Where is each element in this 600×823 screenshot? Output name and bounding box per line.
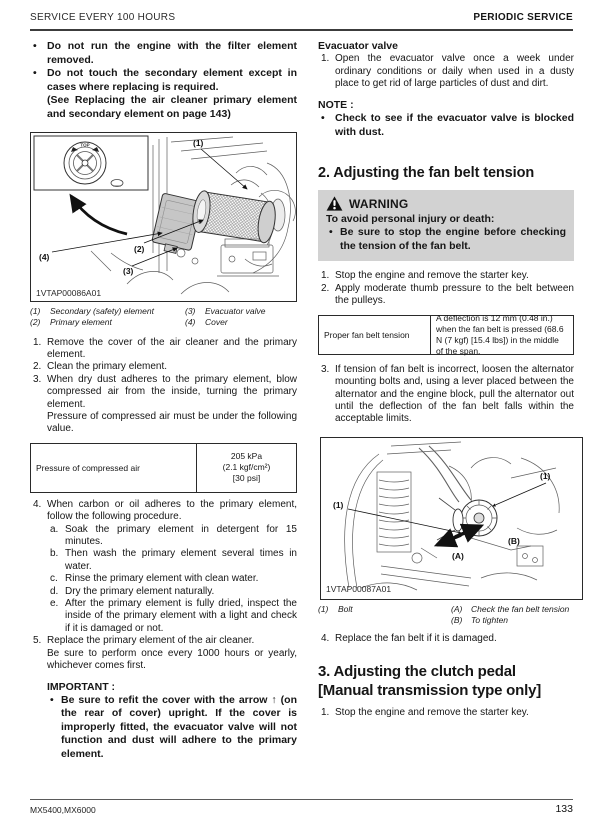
step-5: 5. Replace the primary element of the air cleaner. bbox=[33, 635, 255, 647]
figure-fan-belt bbox=[320, 437, 583, 600]
footer-model: MX5400,MX6000 bbox=[30, 805, 96, 815]
spec-label: Pressure of compressed air bbox=[31, 444, 197, 492]
clutch-step-1: 1. Stop the engine and remove the starter key. bbox=[321, 707, 529, 719]
evacuator-valve-title: Evacuator valve bbox=[318, 40, 398, 52]
evacuator-step-1: 1. Open the evacuator valve once a week under ordinary conditions or daily when used in a dusty place to get rid of large particles of dust and dirt. bbox=[321, 53, 574, 90]
fanbelt-step-1: 1. Stop the engine and remove the starter key. bbox=[321, 270, 529, 282]
bullet-marker: • bbox=[50, 693, 54, 706]
left-column bbox=[30, 40, 297, 761]
warning-box bbox=[318, 190, 574, 261]
fan-belt-diagram bbox=[321, 438, 580, 597]
warning-text: Be sure to stop the engine before checking the tension of the fan belt. bbox=[340, 226, 566, 252]
footer-rule bbox=[30, 799, 573, 800]
removal-arrow bbox=[71, 196, 127, 234]
callout-4: (4) bbox=[39, 251, 50, 262]
bullet-marker: • bbox=[33, 40, 37, 52]
spec-value: A deflection is 12 mm (0.48 in.) when the fan belt is pressed (68.6 N (7 kgf) [15.4 lbs]) in the middle of the span. bbox=[436, 312, 564, 356]
washing-procedure bbox=[30, 499, 297, 673]
header-chapter-title: PERIODIC SERVICE bbox=[473, 12, 573, 23]
step-5-continuation: Be sure to perform once every 1000 hours or yearly, whichever comes first. bbox=[47, 647, 297, 672]
air-cleaner-diagram bbox=[31, 133, 296, 301]
substep-a: a. Soak the primary element in detergent for 15 minutes. bbox=[50, 523, 297, 548]
bullet-marker: • bbox=[329, 226, 333, 239]
warning-lead: To avoid personal injury or death: bbox=[326, 213, 495, 226]
cleaning-steps bbox=[30, 337, 297, 436]
inset-top-label: TOP bbox=[80, 142, 90, 148]
figure2-callouts bbox=[333, 471, 551, 561]
fanbelt-step-4: 4. Replace the fan belt if it is damaged. bbox=[321, 632, 497, 644]
figure2-caption: (1) Bolt (A) Check the fan belt tension (B) To tighten bbox=[318, 603, 570, 625]
note-text: Check to see if the evacuator valve is blocked with dust. bbox=[335, 112, 574, 138]
callout-1-right: (1) bbox=[540, 470, 551, 481]
cover-inset bbox=[34, 136, 148, 190]
fanbelt-step-3: 3. If tension of fan belt is incorrect, loosen the alternator mounting bolts and, using a lever placed between the alternator and the engine block, pull the alternator out until the deflection of the fan belt falls within the acceptable limits. bbox=[321, 363, 574, 425]
substep-d: d. Dry the primary element naturally. bbox=[50, 585, 215, 597]
callout-1: (1) bbox=[193, 137, 204, 148]
warning-title: WARNING bbox=[349, 196, 409, 211]
note-title: NOTE : bbox=[318, 99, 354, 112]
header-section-title: SERVICE EVERY 100 HOURS bbox=[30, 12, 176, 23]
important-text: Be sure to refit the cover with the arrow ↑ (on the rear of cover) upright. If the cover is improperly fitted, the evacuator valve will not function and dust will adhere to the primary element. bbox=[61, 693, 297, 760]
bullet-marker: • bbox=[33, 67, 37, 80]
callout-2: (2) bbox=[134, 243, 145, 254]
engine-line-art bbox=[345, 442, 560, 590]
section-2-heading: 2. Adjusting the fan belt tension bbox=[318, 165, 535, 182]
figure1-code: 1VTAP00086A01 bbox=[36, 287, 102, 298]
callout-1-left: (1) bbox=[333, 499, 344, 510]
step-3: 3. When dry dust adheres to the primary element, blow compressed air from the inside, turning the primary element. bbox=[33, 373, 297, 410]
substep-e: e. After the primary element is fully dried, inspect the inside of the primary element with a light and check if it is damaged or not. bbox=[50, 598, 297, 634]
figure2-code: 1VTAP00087A01 bbox=[326, 583, 392, 594]
caution-bullet-1: • Do not run the engine with the filter element removed. bbox=[30, 40, 297, 67]
step-1: 1. Remove the cover of the air cleaner and the primary element. bbox=[33, 336, 297, 360]
fanbelt-step-2: 2. Apply moderate thumb pressure to the belt between the pulleys. bbox=[321, 282, 574, 307]
substep-c: c. Rinse the primary element with clean water. bbox=[50, 573, 259, 585]
important-block bbox=[47, 681, 297, 762]
spec-value: 205 kPa (2.1 kgf/cm²) [30 psi] bbox=[222, 451, 271, 484]
note-block bbox=[318, 99, 574, 139]
callout-3: (3) bbox=[123, 265, 134, 276]
tension-spec-table bbox=[318, 312, 574, 356]
section-3-heading: 3. Adjusting the clutch pedal [Manual transmission type only] bbox=[318, 663, 542, 700]
step-2: 2. Clean the primary element. bbox=[33, 361, 168, 373]
warning-triangle-icon bbox=[326, 196, 343, 211]
footer-page-number: 133 bbox=[555, 803, 573, 815]
important-title: IMPORTANT : bbox=[47, 680, 116, 693]
spec-label: Proper fan belt tension bbox=[319, 316, 431, 354]
figure-air-cleaner bbox=[30, 132, 297, 302]
fan-belt-steps bbox=[318, 270, 574, 307]
callout-b: (B) bbox=[508, 535, 520, 546]
figure1-caption: (1) Secondary (safety) element (2) Primary element (3) Evacuator valve (4) Cover bbox=[30, 305, 266, 327]
callout-a: (A) bbox=[452, 550, 464, 561]
caution-bullet-2: • Do not touch the secondary element except in cases where replacing is required. (See Replacing the air cleaner primary element and secondary element on page 143) bbox=[30, 67, 297, 121]
right-column bbox=[318, 40, 574, 720]
bullet-marker: • bbox=[321, 112, 325, 125]
substep-b: b. Then wash the primary element several times in water. bbox=[50, 548, 297, 572]
step-4: 4. When carbon or oil adheres to the primary element, follow the following procedure. bbox=[33, 498, 297, 523]
header-rule bbox=[30, 29, 573, 31]
primary-element-part bbox=[190, 189, 278, 243]
pressure-spec-table bbox=[30, 443, 297, 493]
step-3-continuation: Pressure of compressed air must be under the following value. bbox=[47, 411, 297, 435]
